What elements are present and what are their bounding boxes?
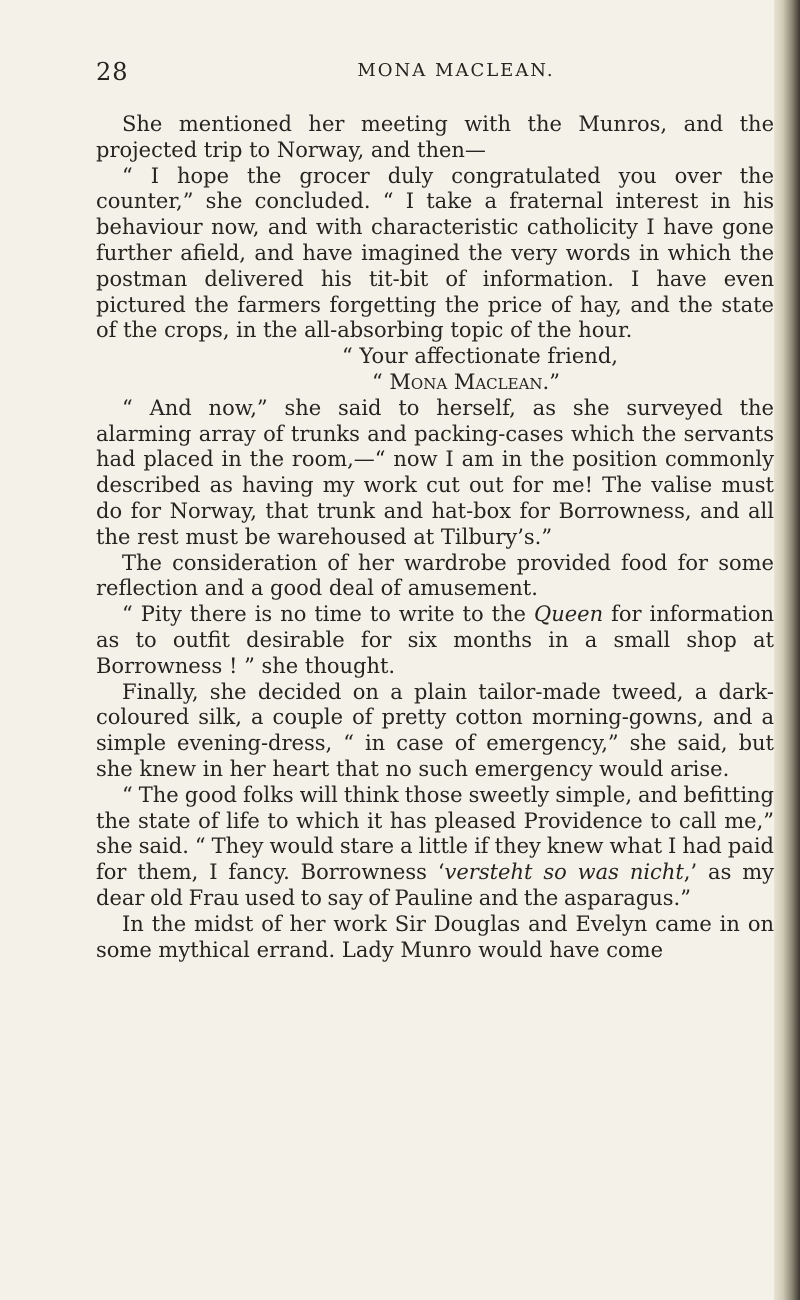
paragraph-8: In the midst of her work Sir Douglas and Evelyn came in on some mythical errand. Lady Munro would have come bbox=[96, 911, 774, 962]
paragraph-1: She mentioned her meeting with the Munros, and the projected trip to Norway, and then— bbox=[96, 112, 774, 162]
paragraph-7 bbox=[96, 783, 774, 912]
paragraph-5-a: “ Pity there is no time to write to the bbox=[122, 602, 534, 627]
letter-signature: “ Mona Maclean.” bbox=[372, 369, 560, 394]
page-header bbox=[96, 58, 756, 88]
paragraph-3: “ And now,” she said to herself, as she surveyed the alarming array of trunks and packing-cases which the servants had placed in the room,—“ now I am in the position commonly described as having my work cut out for me! The valise must do for Norway, that trunk and hat-box for Borrowness, and all the rest must be warehoused at Tilbury’s.” bbox=[96, 395, 774, 549]
paragraph-5-italic: Queen bbox=[533, 602, 604, 627]
body-text bbox=[96, 112, 774, 963]
paragraph-2: “ I hope the grocer duly congratulated you over the counter,” she concluded. “ I take a fraternal interest in his behaviour now, and with characteristic catholicity I have gone further afield, and have imagined the very words in which the postman delivered his tit-bit of information. I have even pictured the farmers forgetting the price of hay, and the state of the crops, in the all-absorbing topic of the hour. bbox=[96, 163, 774, 343]
paragraph-4: The consideration of her wardrobe provided food for some reflection and a good deal of amusement. bbox=[96, 550, 774, 601]
running-head: MONA MACLEAN. bbox=[357, 60, 555, 81]
paragraph-5 bbox=[96, 602, 774, 679]
page-edge-shadow bbox=[774, 0, 800, 1300]
page-number: 28 bbox=[96, 58, 129, 86]
paragraph-7-a: “ The good folks will think those sweetly simple, and befitting the state of life to which it has pleased Providence to call me,” she said. “ They would stare a little if they knew what I had paid for them, I fancy. Borrowness ‘ bbox=[96, 782, 774, 885]
paragraph-7-b: ,’ as my dear old Frau used to say of Pauline and the asparagus.” bbox=[96, 860, 775, 910]
paragraph-6: Finally, she decided on a plain tailor-made tweed, a dark-coloured silk, a couple of pretty cotton morning-gowns, and a simple evening-dress, “ in case of emergency,” she said, but she knew in her heart that no such emergency would arise. bbox=[96, 679, 774, 781]
paragraph-5-b: for information as to outfit desirable for six months in a small shop at Borrowness ! ” she thought. bbox=[96, 602, 774, 678]
letter-closing: “ Your affectionate friend, bbox=[342, 344, 618, 369]
paragraph-7-italic: versteht so was nicht bbox=[444, 860, 684, 885]
